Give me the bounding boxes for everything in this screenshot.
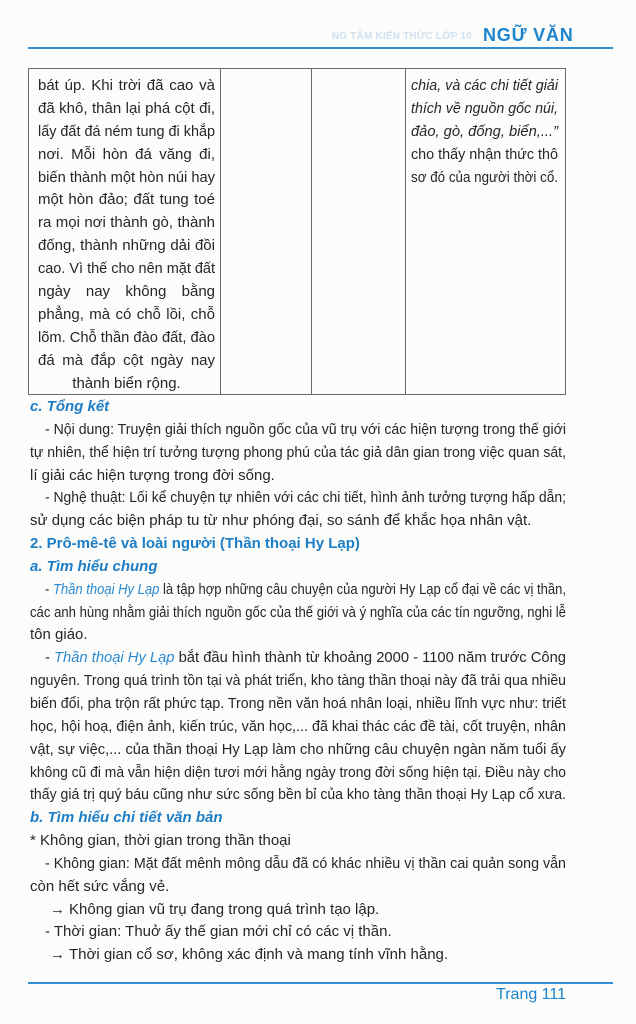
art-summary-line: - Nghệ thuật: Lối kể chuyện tự nhiên với các chi tiết, hình ảnh tưởng tượng hấp dẫn;: [45, 489, 566, 507]
overview-paragraph-2-line: biến đổi, pha trộn rất phức tạp. Trong nền văn hoá nhân loại, nhiều lĩnh vực như: triết: [30, 694, 566, 712]
table-line-italic: chia, và các chi tiết giải: [411, 77, 559, 94]
overview-paragraph-2-line: thấy giá trị quý báu cũng như sức sống bền bỉ của kho tàng thần thoại Hy Lạp cổ xưa.: [30, 786, 567, 804]
table-line-italic: đảo, gò, đống, biển,...”: [411, 122, 559, 140]
table-line: ngày nay không bằng: [38, 283, 215, 301]
table-line: một hòn đảo; đất tung toé: [38, 191, 215, 209]
overview-paragraph-2-line: [30, 647, 566, 670]
overview-paragraph-1-line: [32, 579, 567, 602]
body-text: [30, 396, 566, 967]
overview-paragraph-1-line: tôn giáo.: [30, 626, 88, 644]
time-conclusion-line: [30, 944, 566, 967]
term-greek-mythology: Thần thoại Hy Lạp: [54, 649, 175, 667]
paragraph-text: là tập hợp những câu chuyện của người Hy Lạp cổ đại về các vị thần,: [159, 580, 567, 598]
table-line: đã khô, thân lại phá cột đi,: [38, 99, 215, 117]
space-conclusion-line: [30, 899, 566, 922]
table-line: thành biển rộng.: [72, 374, 181, 392]
table-line: đống, thành những dải đồi: [38, 237, 215, 255]
overview-paragraph-2-line: không cũ đi mà vẫn hiện diện tươi mới hằng ngày trong đời sống hiện tại. Điều này cho: [30, 763, 567, 781]
table-line: lõm. Chỗ thần đào đất, đào: [38, 328, 216, 346]
table-line: nơi. Mỗi hòn đá văng đi,: [38, 145, 215, 163]
overview-paragraph-2-line: nguyên. Trong quá trình tồn tại và phát triển, kho tàng thần thoại này đã trải qua nhiều: [30, 672, 567, 690]
space-time-subheading: * Không gian, thời gian trong thần thoại: [30, 832, 291, 850]
arrow-right-icon: →: [50, 900, 65, 918]
table-line: cao. Vì thế cho nên mặt đất: [38, 260, 215, 278]
overview-paragraph-2-line: vật, sự việc,... của thần thoại Hy Lạp làm cho những câu chuyện ngàn năm tuổi ấy: [30, 740, 567, 758]
page-number: Trang 111: [496, 986, 566, 1003]
bullet-dash: -: [45, 649, 55, 667]
term-greek-mythology: Thần thoại Hy Lạp: [52, 580, 160, 598]
footer-rule: [28, 982, 613, 984]
paragraph-text: bắt đầu hình thành từ khoảng 2000 - 1100 năm trước Công: [174, 649, 566, 667]
space-line: còn hết sức vắng vẻ.: [30, 877, 170, 895]
table-cell-commentary: [406, 69, 565, 394]
table-line: đá mà đắp cột ngày nay: [38, 351, 215, 369]
overview-paragraph-1-line: các anh hùng nhằm giải thích nguồn gốc của thế giới và ý nghĩa của các tín ngưỡng, nghi lễ: [30, 603, 566, 621]
table-cell-story-text: [29, 69, 221, 394]
continuation-table: [28, 68, 566, 395]
conclusion-text: Không gian vũ trụ đang trong quá trình tạo lập.: [69, 900, 380, 918]
table-line: sơ đó của người thời cổ.: [411, 168, 559, 186]
section-2-heading: 2. Prô-mê-tê và loài người (Thần thoại Hy Lạp): [30, 535, 360, 553]
time-line: - Thời gian: Thuở ấy thế gian mới chỉ có các vị thần.: [45, 923, 392, 941]
table-cell-empty: [312, 69, 406, 394]
general-overview-heading: a. Tìm hiểu chung: [30, 557, 158, 575]
table-line: bát úp. Khi trời đã cao và: [38, 77, 215, 94]
table-line: lấy đất đá ném tung đi khắp: [38, 122, 215, 140]
table-cell-empty: [221, 69, 312, 394]
running-header-book-title: NG TÂM KIẾN THỨC LỚP 10: [331, 31, 472, 42]
table-line: phẳng, mà có chỗ lồi, chỗ: [38, 305, 215, 323]
text-detail-heading: b. Tìm hiểu chi tiết văn bản: [30, 809, 223, 827]
table-line-italic: thích về nguồn gốc núi,: [411, 99, 558, 117]
content-summary-line: - Nội dung: Truyện giải thích nguồn gốc của vũ trụ với các hiện tượng trong thế giới: [45, 420, 567, 438]
table-line: cho thấy nhận thức thô: [411, 145, 559, 163]
art-summary-line: sử dụng các biện pháp tu từ như phóng đại, so sánh để khắc họa nhân vật.: [30, 512, 532, 530]
table-line: ra mọi nơi thành gò, thành: [38, 214, 215, 232]
conclusion-text: Thời gian cổ sơ, không xác định và mang tính vĩnh hằng.: [69, 946, 449, 964]
content-summary-line: tự nhiên, thể hiện trí tưởng tượng phong phú của tác giả dân gian trong việc quan sát,: [30, 443, 566, 461]
bullet-dash: -: [45, 580, 53, 598]
table-line: biến thành một hòn núi hay: [38, 168, 216, 186]
running-header-subject: NGỮ VĂN: [483, 25, 574, 45]
content-summary-line: lí giải các hiện tượng trong đời sống.: [30, 466, 275, 484]
overview-paragraph-2-line: học, hội hoạ, điện ảnh, kiến trúc, văn học,... đã khai thác các đề tài, cốt truyện, nhân: [30, 717, 566, 735]
header-rule: [28, 47, 613, 49]
space-line: - Không gian: Mặt đất mênh mông dẫu đã có khác nhiều vị thần cai quản song vẫn: [45, 854, 566, 872]
arrow-right-icon: →: [50, 946, 65, 964]
tong-ket-heading: c. Tổng kết: [30, 398, 110, 415]
